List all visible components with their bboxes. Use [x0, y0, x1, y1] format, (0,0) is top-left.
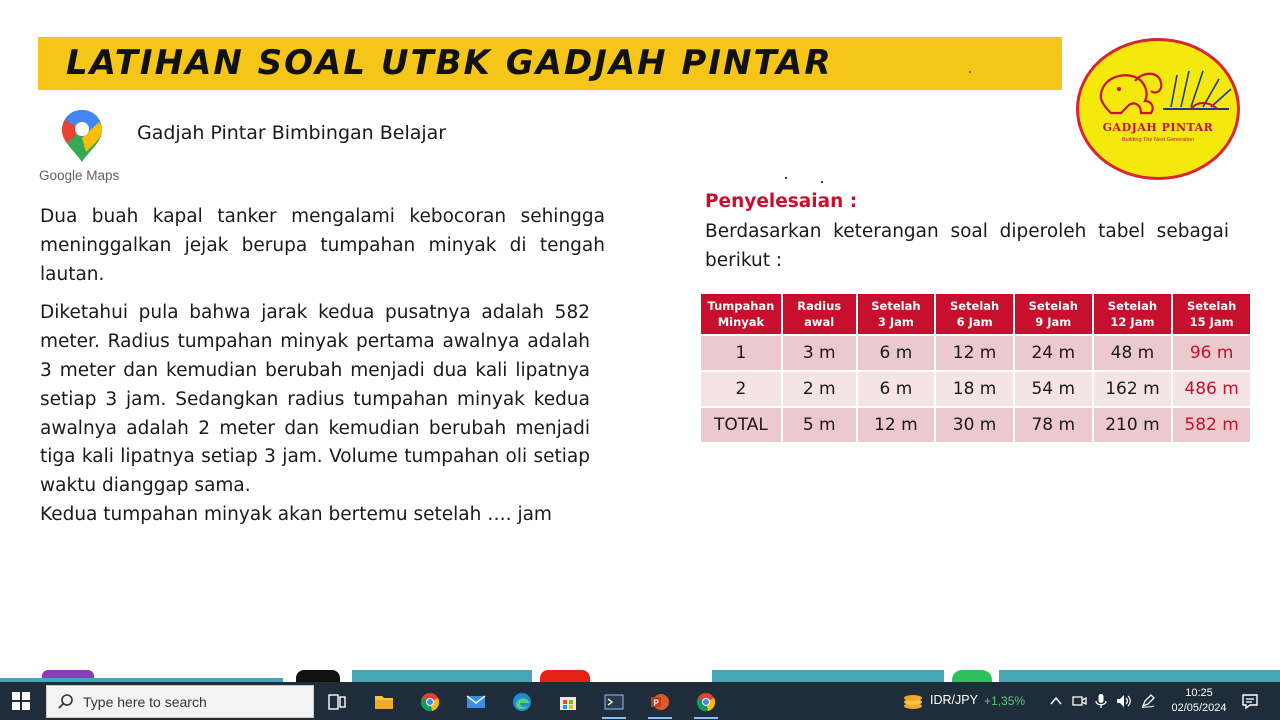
table-cell: 18 m	[935, 371, 1014, 407]
table-cell: 48 m	[1093, 335, 1173, 371]
search-placeholder: Type here to search	[83, 694, 207, 710]
meet-now-icon[interactable]	[1071, 693, 1087, 709]
banner-segment	[712, 670, 944, 682]
youtube-icon	[540, 670, 590, 682]
pen-icon[interactable]	[1140, 693, 1156, 709]
chrome-profile-icon	[696, 692, 716, 712]
header-15jam	[1172, 293, 1251, 335]
header-line: 15 Jam	[1189, 315, 1234, 329]
chrome-button[interactable]	[410, 685, 450, 719]
header-3jam	[857, 293, 936, 335]
table-cell: 162 m	[1093, 371, 1173, 407]
currency-change[interactable]: +1,35%	[984, 694, 1026, 708]
header-line: Setelah	[1028, 299, 1078, 313]
svg-text:P: P	[653, 698, 659, 708]
header-line: Radius	[797, 299, 842, 313]
header-line: Minyak	[717, 315, 765, 329]
table-cell-highlight: 582 m	[1172, 407, 1251, 443]
chevron-up-icon[interactable]	[1048, 693, 1064, 709]
table-row	[700, 371, 1251, 407]
table-cell: TOTAL	[700, 407, 782, 443]
powerpoint-button[interactable]	[640, 685, 680, 719]
windows-taskbar	[0, 682, 1280, 720]
table-cell-highlight: 486 m	[1172, 371, 1251, 407]
currency-pair[interactable]: IDR/JPY	[930, 693, 978, 707]
slide-title: LATIHAN SOAL UTBK GADJAH PINTAR	[66, 43, 833, 83]
powerpoint-icon	[650, 692, 670, 712]
decorative-dot	[785, 177, 787, 179]
question-paragraph-2: Diketahui pula bahwa jarak kedua pusatnya adalah 582 meter. Radius tumpahan minyak pertama awalnya adalah 3 meter dan kemudian berubah menjadi dua kali lipatnya setiap 3 jam. Sedangkan radius tumpahan minyak kedua awalnya adalah 2 meter dan kemudian berubah menjadi tiga kali lipatnya setiap 3 jam. Volume tumpahan oli setiap waktu dianggap sama.	[40, 302, 590, 497]
windows-start-icon[interactable]	[12, 692, 30, 710]
banner-segment	[999, 670, 1280, 682]
header-6jam	[935, 293, 1014, 335]
header-line: 12 Jam	[1110, 315, 1155, 329]
header-radius	[782, 293, 857, 335]
table-cell: 1	[700, 335, 782, 371]
logo-name: GADJAH PINTAR	[1102, 121, 1214, 134]
table-cell: 6 m	[857, 371, 936, 407]
gadjah-pintar-logo	[1076, 38, 1240, 180]
table-cell-highlight: 96 m	[1172, 335, 1251, 371]
search-icon	[57, 693, 75, 711]
header-9jam	[1014, 293, 1093, 335]
header-tumpahan	[700, 293, 782, 335]
table-cell: 24 m	[1014, 335, 1093, 371]
table-cell: 2	[700, 371, 782, 407]
store-button[interactable]	[548, 685, 588, 719]
microphone-icon[interactable]	[1093, 693, 1109, 709]
header-line: Setelah	[1107, 299, 1158, 313]
question-text	[40, 203, 605, 530]
header-line: 9 Jam	[1035, 315, 1072, 329]
speaker-icon[interactable]	[1115, 693, 1131, 709]
table-cell: 78 m	[1014, 407, 1093, 443]
social-banner-strip	[0, 668, 1280, 682]
question-paragraph-1: Dua buah kapal tanker mengalami kebocoran sehingga meninggalkan jejak berupa tumpahan minyak di tengah lautan.	[40, 206, 605, 285]
task-view-icon	[327, 692, 347, 712]
whatsapp-icon	[952, 670, 992, 682]
solution-title: Penyelesaian :	[705, 191, 858, 212]
table-cell: 30 m	[935, 407, 1014, 443]
file-explorer-button[interactable]	[364, 685, 404, 719]
google-maps-pin-icon	[60, 108, 104, 164]
folder-icon	[374, 692, 394, 712]
header-line: 6 Jam	[956, 315, 993, 329]
notification-icon[interactable]	[1241, 692, 1259, 710]
edge-button[interactable]	[502, 685, 542, 719]
terminal-button[interactable]	[594, 685, 634, 719]
terminal-icon	[604, 692, 624, 712]
table-cell: 2 m	[782, 371, 857, 407]
table-row-total	[700, 407, 1251, 443]
logo-tagline: Building The Next Generation	[1121, 137, 1195, 143]
taskbar-clock[interactable]	[1170, 686, 1228, 716]
header-line: 3 Jam	[877, 315, 914, 329]
edge-icon	[512, 692, 532, 712]
header-12jam	[1093, 293, 1173, 335]
header-line: awal	[804, 315, 835, 329]
header-line: Setelah	[949, 299, 1000, 313]
mail-icon	[466, 692, 486, 712]
decorative-dot	[969, 71, 971, 73]
banner-segment	[352, 670, 532, 682]
chrome-icon	[420, 692, 440, 712]
chrome-profile-button[interactable]	[686, 685, 726, 719]
decorative-dot	[821, 181, 823, 183]
header-line: Setelah	[1187, 299, 1237, 313]
clock-time: 10:25	[1185, 687, 1213, 699]
table-cell: 12 m	[857, 407, 936, 443]
elephant-book-icon	[1079, 41, 1240, 180]
business-name: Gadjah Pintar Bimbingan Belajar	[137, 122, 447, 144]
solution-description: Berdasarkan keterangan soal diperoleh tabel sebagai berikut :	[705, 221, 1229, 271]
store-icon	[558, 692, 578, 712]
header-line: Tumpahan	[707, 299, 775, 313]
table-row	[700, 335, 1251, 371]
taskbar-search-box[interactable]	[46, 685, 314, 718]
table-header-row	[700, 293, 1251, 335]
table-cell: 54 m	[1014, 371, 1093, 407]
clock-date: 02/05/2024	[1171, 702, 1227, 714]
tiktok-icon	[296, 670, 340, 682]
currency-widget-icon[interactable]	[902, 691, 924, 711]
google-maps-label: Google Maps	[39, 168, 120, 183]
mail-button[interactable]	[456, 685, 496, 719]
table-cell: 6 m	[857, 335, 936, 371]
title-banner	[38, 37, 1062, 90]
question-prompt: Kedua tumpahan minyak akan bertemu setelah …. jam	[40, 503, 552, 525]
header-line: Setelah	[871, 299, 921, 313]
table-cell: 3 m	[782, 335, 857, 371]
table-cell: 210 m	[1093, 407, 1173, 443]
table-cell: 12 m	[935, 335, 1014, 371]
table-cell: 5 m	[782, 407, 857, 443]
task-view-button[interactable]	[317, 685, 357, 719]
radius-table	[699, 292, 1252, 444]
